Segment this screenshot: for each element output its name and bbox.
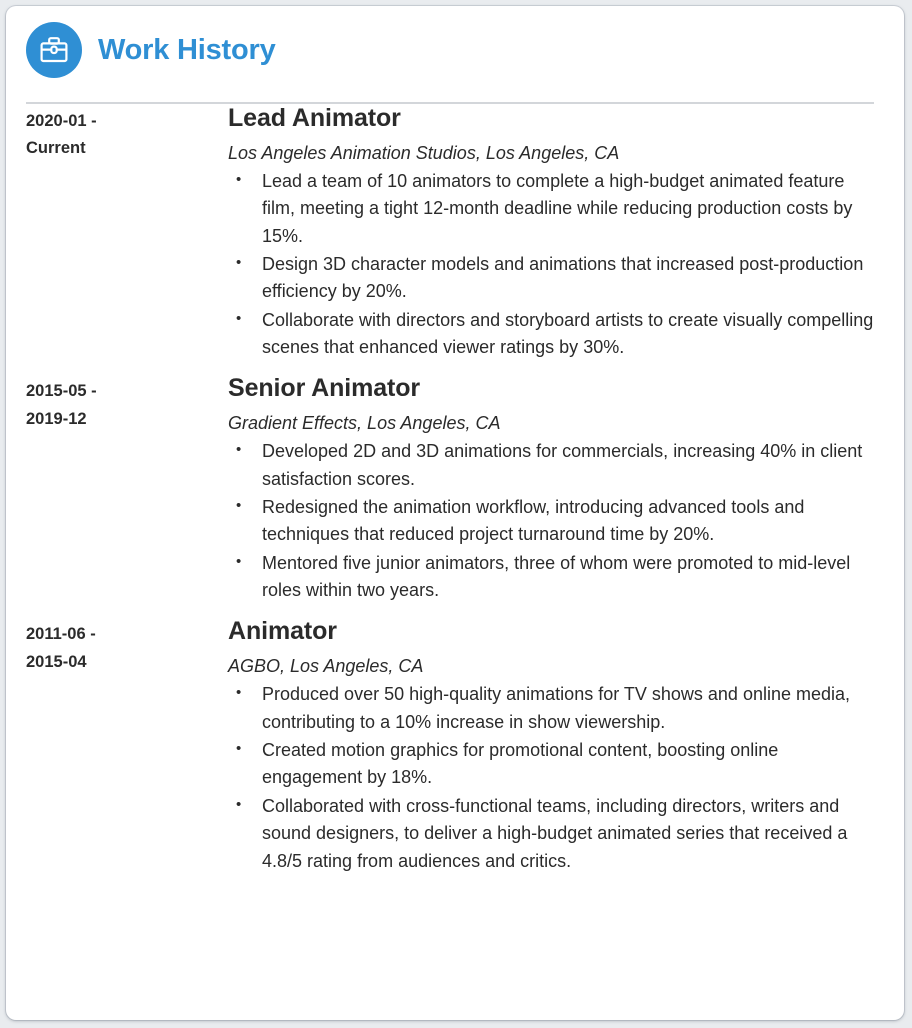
job-date-start: 2011-06 -	[26, 625, 96, 644]
page-title: Work History	[98, 33, 276, 66]
job-bullets	[228, 438, 874, 604]
job-title: Animator	[228, 617, 337, 646]
job-entry	[26, 617, 884, 875]
job-entry	[26, 104, 884, 362]
list-item: • Lead a team of 10 animators to complete a high-budget animated feature film, meeting a tight 12-month deadline while reducing production costs by 15%.	[228, 168, 874, 250]
job-title: Senior Animator	[228, 374, 421, 403]
job-body	[228, 617, 884, 875]
job-date-start: 2015-05 -	[26, 382, 97, 401]
job-title: Lead Animator	[228, 104, 401, 132]
list-item: • Design 3D character models and animations that increased post-production efficiency by 20%.	[228, 251, 874, 306]
briefcase-icon	[26, 22, 82, 78]
work-history-list	[6, 104, 904, 876]
job-company: Gradient Effects, Los Angeles, CA	[228, 412, 501, 433]
job-body	[228, 104, 884, 362]
job-date-end: 2019-12	[26, 409, 87, 428]
list-item: • Collaborated with cross-functional teams, including directors, writers and sound designers, to deliver a high-budget animated series that received a 4.8/5 rating from audiences and critics.	[228, 793, 874, 875]
work-history-header	[6, 6, 904, 82]
list-item: • Developed 2D and 3D animations for commercials, increasing 40% in client satisfaction scores.	[228, 438, 874, 493]
list-item: • Produced over 50 high-quality animations for TV shows and online media, contributing to a 10% increase in show viewership.	[228, 681, 874, 736]
header-row	[26, 22, 884, 78]
job-dates	[26, 617, 228, 675]
job-body	[228, 374, 884, 605]
job-date-end: Current	[26, 139, 86, 158]
list-item: • Redesigned the animation workflow, introducing advanced tools and techniques that reduced project turnaround time by 20%.	[228, 494, 874, 549]
job-date-start: 2020-01 -	[26, 112, 97, 130]
job-bullets	[228, 168, 874, 362]
job-bullets	[228, 681, 874, 875]
job-company: Los Angeles Animation Studios, Los Angeles, CA	[228, 142, 620, 163]
list-item: • Collaborate with directors and storyboard artists to create visually compelling scenes that enhanced viewer ratings by 30%.	[228, 307, 874, 362]
job-company: AGBO, Los Angeles, CA	[228, 655, 424, 676]
job-dates	[26, 104, 228, 162]
job-dates	[26, 374, 228, 432]
list-item: • Mentored five junior animators, three of whom were promoted to mid-level roles within two years.	[228, 550, 874, 605]
job-date-end: 2015-04	[26, 652, 87, 671]
job-entry	[26, 374, 884, 605]
header-divider	[26, 102, 874, 104]
list-item: • Created motion graphics for promotional content, boosting online engagement by 18%.	[228, 737, 874, 792]
resume-page	[6, 6, 904, 1020]
